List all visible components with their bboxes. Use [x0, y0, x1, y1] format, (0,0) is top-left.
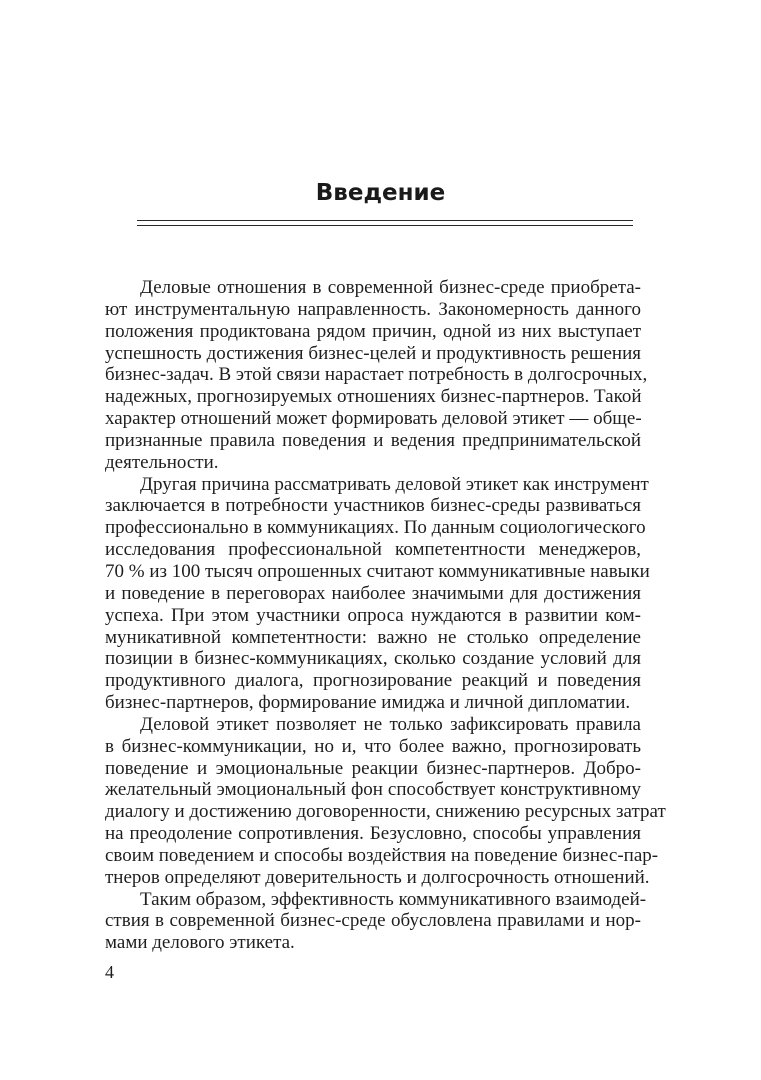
- text-line: поведение и эмоциональные реакции бизнес-партнеров. Добро-: [105, 757, 641, 779]
- text-line: ют инструментальную направленность. Закономерность данного: [105, 298, 641, 320]
- text-line: и поведение в переговорах наиболее значимыми для достижения: [105, 582, 641, 604]
- text-line: признанные правила поведения и ведения предпринимательской: [105, 429, 641, 451]
- text-line: бизнес-партнеров, формирование имиджа и личной дипломатии.: [105, 692, 631, 714]
- text-line: деятельности.: [105, 451, 219, 473]
- title-rule-top: [137, 220, 633, 221]
- text-line: ствия в современной бизнес-среде обусловлена правилами и нор-: [105, 910, 641, 932]
- title-rule-bottom: [137, 225, 633, 226]
- text-line: бизнес-задач. В этой связи нарастает потребность в долгосрочных,: [105, 364, 648, 386]
- text-line: успешность достижения бизнес-целей и продуктивность решения: [105, 342, 641, 364]
- text-line: своим поведением и способы воздействия на поведение бизнес-пар-: [105, 844, 659, 866]
- text-line: заключается в потребности участников бизнес-среды развиваться: [105, 495, 641, 517]
- body-text: [105, 277, 666, 954]
- chapter-title: Введение: [315, 180, 446, 206]
- text-line: муникативной компетентности: важно не столько определение: [105, 626, 641, 648]
- page-number: 4: [105, 962, 114, 982]
- text-line: продуктивного диалога, прогнозирование реакций и поведения: [105, 670, 641, 692]
- text-line: в бизнес-коммуникации, но и, что более важно, прогнозировать: [105, 735, 641, 757]
- text-line: позиции в бизнес-коммуникациях, сколько создание условий для: [105, 648, 641, 670]
- text-line: положения продиктована рядом причин, одной из них выступает: [105, 320, 641, 342]
- text-line: Деловой этикет позволяет не только зафиксировать правила: [140, 713, 641, 735]
- text-line: на преодоление сопротивления. Безусловно, способы управления: [105, 823, 641, 845]
- text-line: характер отношений может формировать деловой этикет — обще-: [105, 408, 642, 430]
- text-line: 70 % из 100 тысяч опрошенных считают коммуникативные навыки: [105, 560, 650, 582]
- text-line: мами делового этикета.: [105, 932, 295, 954]
- text-line: тнеров определяют доверительность и долгосрочность отношений.: [105, 866, 650, 888]
- text-line: надежных, прогнозируемых отношениях бизнес-партнеров. Такой: [105, 386, 642, 408]
- text-line: успеха. При этом участники опроса нуждаются в развитии ком-: [105, 604, 641, 626]
- text-line: Деловые отношения в современной бизнес-среде приобрета-: [140, 277, 641, 298]
- text-line: профессионально в коммуникациях. По данным социологического: [105, 517, 646, 539]
- paragraph-2: [105, 473, 650, 714]
- text-line: диалогу и достижению договоренности, снижению ресурсных затрат: [105, 801, 666, 823]
- paragraph-4: [105, 888, 647, 955]
- text-line: исследования профессиональной компетентности менеджеров,: [105, 539, 641, 561]
- text-line: Таким образом, эффективность коммуникативного взаимодей-: [140, 888, 647, 910]
- text-line: желательный эмоциональный фон способствует конструктивному: [105, 779, 641, 801]
- paragraph-1: [105, 277, 648, 474]
- text-line: Другая причина рассматривать деловой этикет как инструмент: [140, 473, 649, 495]
- paragraph-3: [105, 713, 666, 889]
